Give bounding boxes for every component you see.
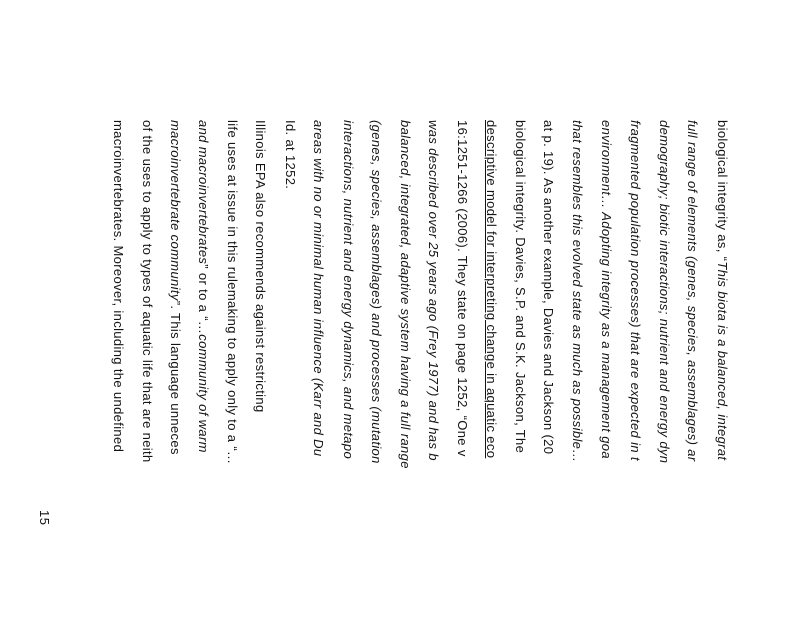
text-span: biological integrity. Davies, S.P. and S.K. Jackson, The (513, 120, 528, 454)
text-span: descriptive model for interpreting change in aquatic eco (484, 120, 499, 459)
text-span: ” or to a “… (196, 264, 211, 335)
text-span: fragmented population processes) that are expected in t (628, 120, 643, 461)
text-line (512, 120, 528, 453)
text-line (368, 120, 384, 464)
text-span: biological integrity as, “ (715, 120, 730, 262)
text-line (540, 120, 556, 454)
text-line (139, 120, 155, 463)
text-line (110, 120, 126, 452)
text-line (627, 120, 643, 461)
text-span: environment… Adopting integrity as a management goa (599, 120, 614, 459)
text-line (656, 120, 672, 463)
text-line (397, 120, 413, 469)
text-span: of the uses to apply to types of aquatic life that are neith (140, 120, 155, 463)
text-span: areas with no or minimal human influence (Karr and Du (311, 120, 326, 457)
text-line (598, 120, 614, 459)
text-line (714, 120, 730, 460)
text-span: was described over 25 years ago (Frey 1977) and has b (426, 120, 441, 461)
text-line (282, 120, 298, 189)
text-span: life uses at issue in this rulemaking to apply only to a “… (225, 120, 240, 465)
text-span: macroinvertebrates. Moreover, including the undefined (111, 120, 126, 453)
text-span: This biota is a balanced, integrat (715, 261, 730, 461)
text-line (310, 120, 326, 456)
text-line (252, 120, 268, 413)
text-span: Id. at 1252. (283, 120, 298, 190)
text-span: 16:1251-1266 (2006). They state on page 1252, “One v (455, 120, 470, 457)
text-span: macroinvertebrate community (168, 120, 183, 301)
text-line (569, 120, 585, 463)
text-span: (genes, species, assemblages) and processes (mutation (369, 120, 384, 464)
text-line (224, 120, 240, 464)
text-span: community of warm (196, 334, 211, 453)
text-span: balanced, integrated, adaptive system having a full range (398, 120, 413, 469)
text-span: interactions, nutrient and energy dynamics, and metapo (341, 120, 356, 460)
text-line (425, 120, 441, 461)
text-span: full range of elements (genes, species, assemblages) ar (685, 120, 700, 462)
text-line (684, 120, 700, 462)
page-number: 15 (37, 510, 52, 526)
text-span: ”. This language unneces (168, 300, 183, 455)
text-line (454, 120, 470, 457)
text-line (340, 120, 356, 459)
text-span: that resembles this evolved state as much as possible… (570, 120, 585, 463)
text-line (483, 120, 499, 458)
rotated-text-block (110, 120, 730, 618)
text-span: at p. 19). As another example, Davies and Jackson (20 (541, 120, 556, 455)
text-span: Illinois EPA also recommends against restricting (253, 120, 268, 413)
text-span: demography; biotic interactions; nutrient and energy dyn (657, 120, 672, 464)
text-line (167, 120, 183, 455)
text-span: and macroinvertebrates (196, 120, 211, 265)
text-line (195, 120, 211, 453)
